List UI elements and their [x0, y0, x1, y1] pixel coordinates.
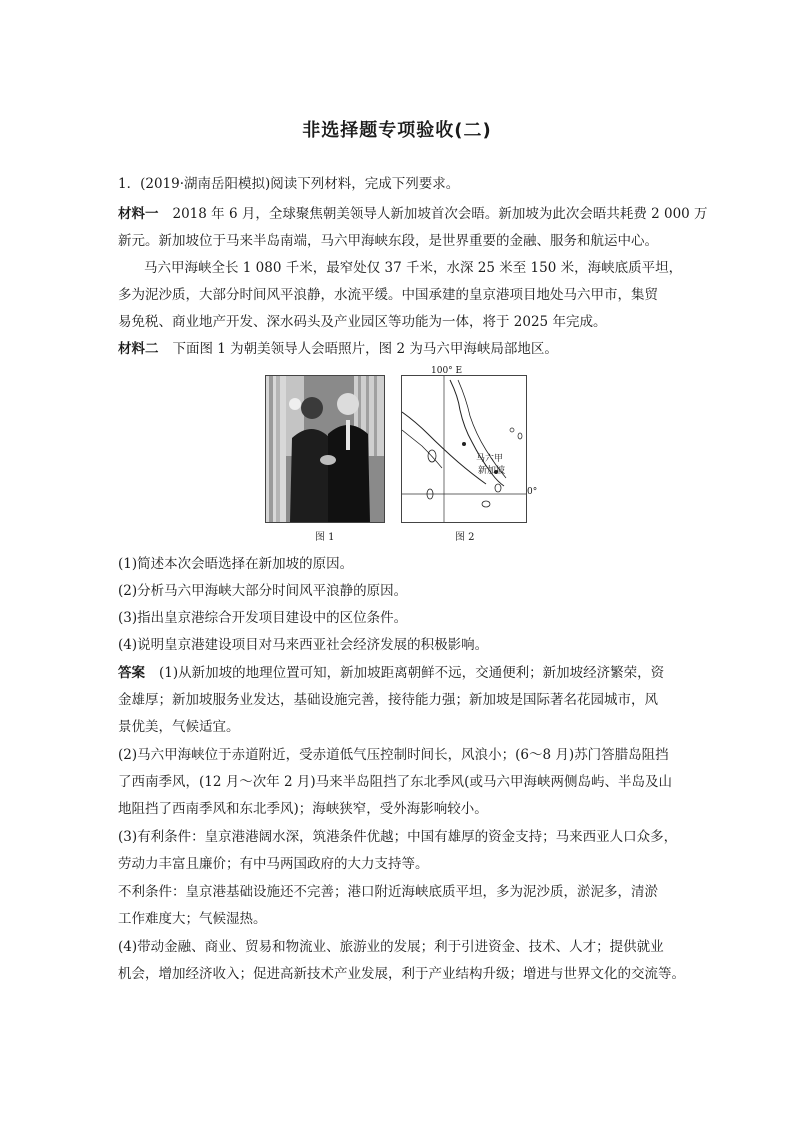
answer-1-line-1: 答案 (1)从新加坡的地理位置可知，新加坡距离朝鲜不远，交通便利；新加坡经济繁荣，资: [118, 665, 665, 681]
figure-2-caption: 图 2: [455, 532, 475, 543]
answer-3b-line-1: 不利条件：皇京港基础设施还不完善；港口附近海峡底质平坦，多为泥沙质，淤泥多，清淤: [118, 884, 658, 900]
answer-3-line-2: 劳动力丰富且廉价；有中马两国政府的大力支持等。: [118, 856, 429, 872]
sub-question-3: (3)指出皇京港综合开发项目建设中的区位条件。: [118, 610, 408, 626]
answer-1-line-3: 景优美，气候适宜。: [118, 719, 240, 735]
material1-para2-line-1: 马六甲海峡全长 1 080 千米，最窄处仅 37 千米，水深 25 米至 150 米，海峡底质平坦，: [144, 260, 683, 276]
figure-1-photo: [265, 375, 385, 523]
figure-1-caption: 图 1: [315, 532, 335, 543]
answer-2-line-1: (2)马六甲海峡位于赤道附近，受赤道低气压控制时间长，风浪小；(6～8 月)苏门答腊岛阻挡: [118, 747, 669, 763]
material1-line-2: 新元。新加坡位于马来半岛南端，马六甲海峡东段，是世界重要的金融、服务和航运中心。: [118, 233, 658, 249]
answer-3b-line-2: 工作难度大；气候湿热。: [118, 911, 267, 927]
map-longitude-text: 100° E: [431, 366, 463, 376]
sub-question-2: (2)分析马六甲海峡大部分时间风平浪静的原因。: [118, 583, 408, 599]
answer-4-line-2: 机会，增加经济收入；促进高新技术产业发展，利于产业结构升级；增进与世界文化的交流等。: [118, 966, 685, 982]
sub-question-4: (4)说明皇京港建设项目对马来西亚社会经济发展的积极影响。: [118, 637, 489, 653]
answer-4-line-1: (4)带动金融、商业、贸易和物流业、旅游业的发展；利于引进资金、技术、人才；提供就业: [118, 939, 664, 955]
malacca-marker-icon: [462, 442, 466, 446]
material2-label: 材料二: [118, 341, 159, 357]
material1-para2-line-3: 易免税、商业地产开发、深水码头及产业园区等功能为一体，将于 2025 年完成。: [118, 314, 607, 330]
sub-question-1: (1)简述本次会晤选择在新加坡的原因。: [118, 556, 354, 572]
answer-3-line-1: (3)有利条件：皇京港港阔水深，筑港条件优越；中国有雄厚的资金支持；马来西亚人口众多，: [118, 829, 678, 845]
answer-1-line-2: 金雄厚；新加坡服务业发达，基础设施完善，接待能力强；新加坡是国际著名花园城市，风: [118, 692, 658, 708]
material2-line: 材料二 下面图 1 为朝美领导人会晤照片，图 2 为马六甲海峡局部地区。: [118, 341, 558, 357]
figure-2-map: [401, 375, 527, 523]
question-stem: 1．(2019·湖南岳阳模拟)阅读下列材料，完成下列要求。: [118, 176, 460, 192]
malacca-strait-map: [402, 376, 526, 522]
answer-2-line-3: 地阻挡了西南季风和东北季风)；海峡狭窄，受外海影响较小。: [118, 801, 488, 817]
page-title: 非选择题专项验收(二): [302, 120, 492, 141]
material1-para2-line-2: 多为泥沙质，大部分时间风平浪静，水流平缓。中国承建的皇京港项目地处马六甲市，集贸: [118, 287, 658, 303]
map-equator-text: 0°: [527, 487, 538, 497]
answer-label: 答案: [118, 665, 145, 681]
map-singapore-text: 新加坡: [478, 466, 506, 476]
map-malacca-text: 马六甲: [476, 454, 504, 464]
answer-2-line-2: 了西南季风，(12 月～次年 2 月)马来半岛阻挡了东北季风(或马六甲海峡两侧岛屿、半岛及山: [118, 774, 672, 790]
leaders-photo-image: [266, 376, 384, 522]
material1-line-1: 材料一 2018 年 6 月，全球聚焦朝美领导人新加坡首次会晤。新加坡为此次会晤共耗费 2 000 万: [118, 206, 708, 222]
material1-label: 材料一: [118, 206, 159, 222]
